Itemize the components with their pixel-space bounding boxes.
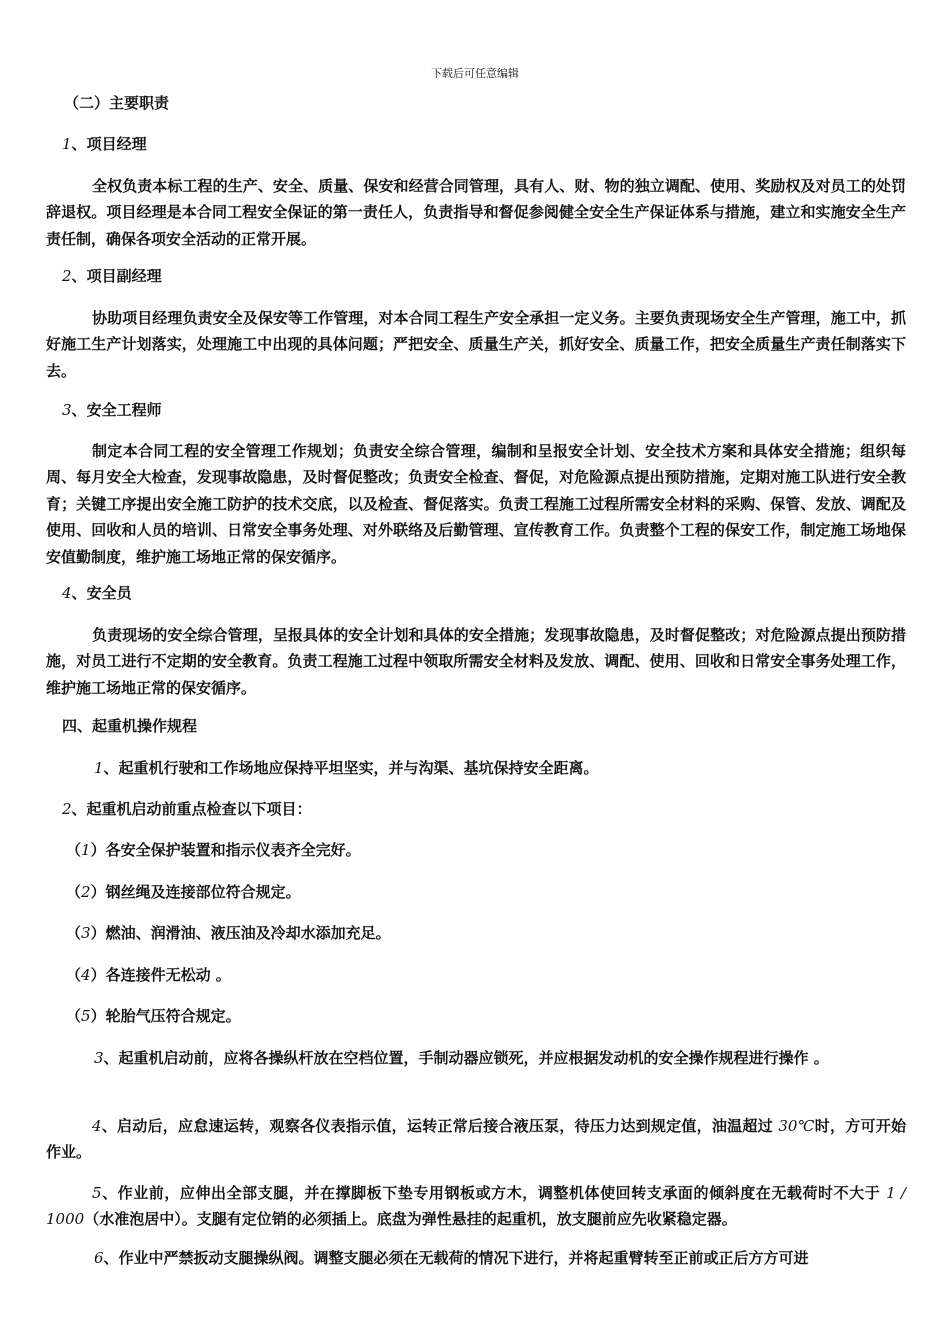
check-item-1: （1）各安全保护装置和指示仪表齐全完好。 (66, 841, 361, 859)
rule-3: 3、起重机启动前，应将各操纵杆放在空档位置，手制动器应锁死，并应根据发动机的安全操作规程进行操作 。 (94, 1049, 829, 1067)
check-item-4: （4）各连接件无松动 。 (66, 966, 231, 984)
role-description-4: 负责现场的安全综合管理，呈报具体的安全计划和具体的安全措施；发现事故隐患，及时督促整改；对危险源点提出预防措施，对员工进行不定期的安全教育。负责工程施工过程中领取所需安全材料及发放、调配、使用、回收和日常安全事务处理工作，维护施工场地正常的保安循序。 (46, 626, 906, 697)
rule-5: 5、作业前，应伸出全部支腿，并在撑脚板下垫专用钢板或方木，调整机体使回转支承面的倾斜度在无载荷时不大于 1 / 1000（水准泡居中）。支腿有定位销的必须插上。底盘为弹性悬挂的起重机，放支腿前应先收紧稳定器。 (46, 1184, 906, 1229)
role-description-2: 协助项目经理负责安全及保安等工作管理，对本合同工程生产安全承担一定义务。主要负责现场安全生产管理，施工中，抓好施工生产计划落实，处理施工中出现的具体问题；严把安全、质量生产关，抓好安全、质量工作，把安全质量生产责任制落实下去。 (46, 309, 906, 380)
role-heading-4: 4、安全员 (62, 584, 132, 602)
role-description-1: 全权负责本标工程的生产、安全、质量、保安和经营合同管理，具有人、财、物的独立调配、使用、奖励权及对员工的处罚辞退权。项目经理是本合同工程安全保证的第一责任人，负责指导和督促参阅健全安全生产保证体系与措施，建立和实施安全生产责任制，确保各项安全活动的正常开展。 (46, 177, 906, 248)
temperature-value: 30℃ (778, 1117, 815, 1135)
rule-4: 4、启动后，应怠速运转，观察各仪表指示值，运转正常后接合液压泵，待压力达到规定值，油温超过 30℃时，方可开始作业。 (46, 1117, 906, 1162)
check-item-2: （2）钢丝绳及连接部位符合规定。 (66, 883, 301, 901)
role-description-3: 制定本合同工程的安全管理工作规划；负责安全综合管理，编制和呈报安全计划、安全技术方案和具体安全措施；组织每周、每月安全大检查，发现事故隐患，及时督促整改；负责安全检查、督促，对危险源点提出预防措施，定期对施工队进行安全教育；关键工序提出安全施工防护的技术交底，以及检查、督促落实。负责工程施工过程所需安全材料的采购、保管、发放、调配及使用、回收和人员的培训、日常安全事务处理、对外联络及后勤管理、宣传教育工作。负责整个工程的保安工作，制定施工场地保安值勤制度，维护施工场地正常的保安循序。 (46, 442, 906, 566)
role-heading-2: 2、项目副经理 (62, 267, 162, 285)
page-header: 下载后可任意编辑 (431, 67, 519, 80)
rule-1: 1、起重机行驶和工作场地应保持平坦坚实，并与沟渠、基坑保持安全距离。 (94, 759, 599, 777)
section-4-title: 四、起重机操作规程 (62, 717, 198, 735)
section-title: （二）主要职责 (64, 94, 170, 112)
role-heading-3: 3、安全工程师 (62, 401, 162, 419)
role-heading-1: 1、项目经理 (62, 135, 147, 153)
rule-2: 2、起重机启动前重点检查以下项目： (62, 800, 312, 818)
inclination-ratio: 1 / 1000 (46, 1184, 906, 1229)
check-item-3: （3）燃油、润滑油、液压油及冷却水添加充足。 (66, 924, 391, 942)
check-item-5: （5）轮胎气压符合规定。 (66, 1007, 241, 1025)
rule-6: 6、作业中严禁扳动支腿操纵阀。调整支腿必须在无载荷的情况下进行，并将起重臂转至正前或正后方方可进 (94, 1249, 809, 1267)
